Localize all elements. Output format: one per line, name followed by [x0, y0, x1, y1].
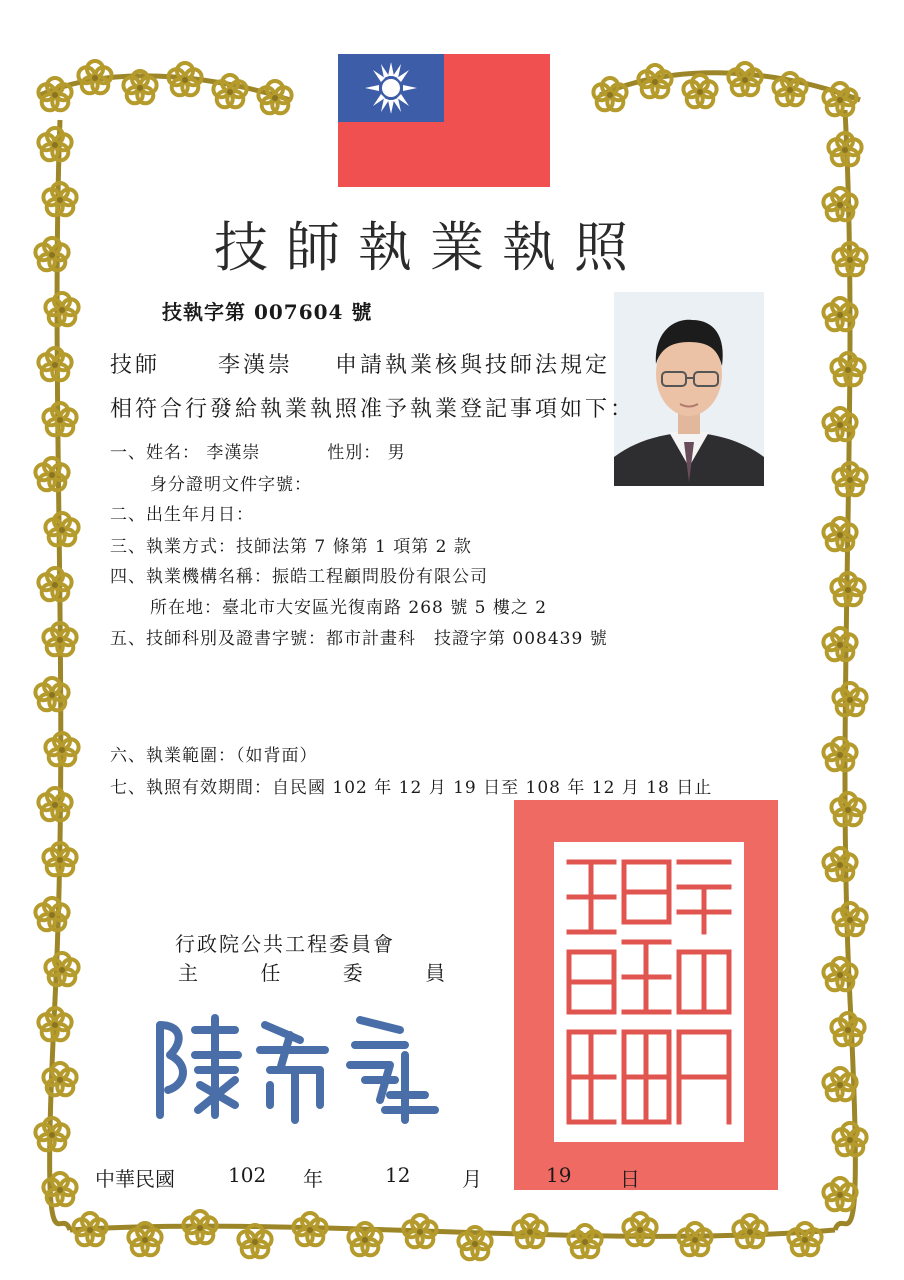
- position-char: 主: [178, 961, 198, 985]
- validity-period: 七、執照有效期間：自民國 102 年 12 月 19 日至 108 年 12 月 18 日止: [110, 778, 713, 798]
- name-row: [110, 438, 406, 463]
- id-number-label: 身分證明文件字號：: [150, 475, 312, 495]
- name-value: 李漢崇: [206, 443, 261, 463]
- date-year: 102: [228, 1163, 267, 1187]
- license-number: 技執字第 007604 號: [162, 300, 373, 324]
- organization-address: 所在地：臺北市大安區光復南路 268 號 5 樓之 2: [150, 598, 548, 618]
- intro-line-2: 相符合行發給執業執照准予執業登記事項如下：: [110, 397, 636, 422]
- position-char: 員: [425, 961, 446, 985]
- national-flag: [338, 54, 550, 187]
- birth-date-label: 二、出生年月日：: [110, 505, 254, 525]
- white-sun-icon: [338, 54, 444, 122]
- practice-mode: 三、執業方式：技師法第 7 條第 1 項第 2 款: [110, 537, 472, 557]
- date-era: 中華民國: [95, 1167, 175, 1191]
- intro-line-1: [110, 348, 610, 379]
- gender-value: 男: [387, 443, 406, 463]
- intro-statement: 申請執業核與技師法規定: [335, 353, 611, 378]
- practice-scope: 六、執業範圍：（如背面）: [110, 746, 318, 766]
- date-month: 12: [385, 1163, 411, 1187]
- intro-engineer-name: 李漢崇: [218, 353, 294, 378]
- seal-glyphs: [554, 842, 744, 1142]
- portrait-photo: [614, 292, 764, 486]
- date-day: 19: [546, 1163, 572, 1187]
- position-char: 任: [260, 961, 281, 985]
- organization-name: 四、執業機構名稱：振皓工程顧問股份有限公司: [110, 567, 488, 587]
- date-day-unit: 日: [620, 1167, 640, 1191]
- official-signature: [150, 1010, 450, 1130]
- category-certificate: 五、技師科別及證書字號：都市計畫科 技證字第 008439 號: [110, 629, 608, 649]
- official-seal: [514, 800, 778, 1190]
- intro-title: 技師: [110, 353, 161, 378]
- issuing-agency: 行政院公共工程委員會: [175, 932, 395, 956]
- name-label: 一、姓名：: [110, 443, 200, 463]
- position-char: 委: [342, 961, 363, 985]
- certificate-title: 技師執業執照: [214, 216, 646, 279]
- date-month-unit: 月: [462, 1167, 482, 1191]
- gender-label: 性別：: [327, 443, 382, 463]
- official-position: [178, 957, 501, 986]
- date-year-unit: 年: [303, 1167, 323, 1191]
